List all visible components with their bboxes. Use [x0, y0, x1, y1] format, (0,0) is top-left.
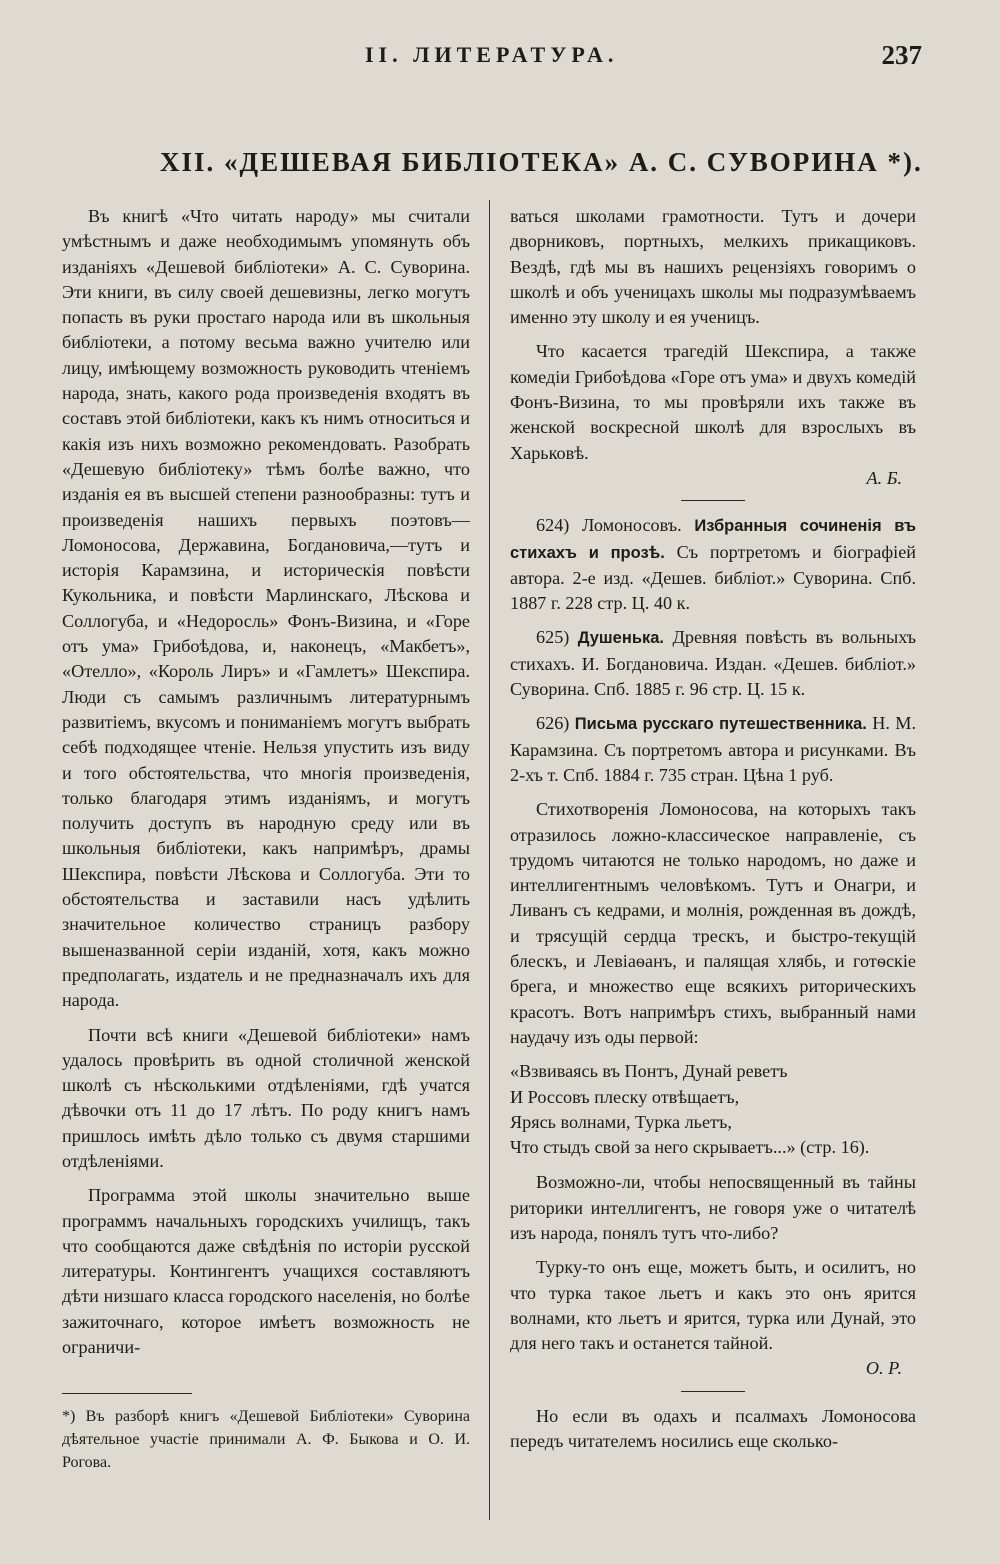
- section-title: II. ЛИТЕРАТУРА.: [365, 42, 619, 67]
- paragraph: Почти всѣ книги «Дешевой библіотеки» намъ удалось провѣрить въ одной столичной женской школѣ съ нѣсколькими отдѣленіями, гдѣ учатся дѣвочки отъ 11 до 17 лѣтъ. По роду книгъ намъ пришлось имѣть дѣло только съ двумя старшими отдѣленіями.: [62, 1024, 470, 1171]
- entry-details: Н. М. Карамзина. Съ портретомъ автора и рисунками. Въ 2-хъ т. Спб. 1884 г. 735 стран. Цѣна 1 руб.: [510, 713, 917, 785]
- footnote: *) Въ разборѣ книгъ «Дешевой Библіотеки» Суворина дѣятельное участіе принимали А. Ф. Быкова и О. И. Рогова.: [62, 1408, 470, 1471]
- paragraph: Но если въ одахъ и псалмахъ Ломоносова передъ читателемъ носились еще сколько-: [510, 1405, 916, 1452]
- entry-number: 625): [536, 627, 570, 648]
- paragraph: Программа этой школы значительно выше программъ начальныхъ городскихъ училищъ, такъ что сообщаются даже свѣдѣнія по исторіи русской литературы. Контингентъ учащихся составляютъ дѣти низшаго класса городского населенія, но болѣе зажиточнаго, которое имѣетъ возможность не ограничи-: [62, 1185, 470, 1358]
- left-column: [62, 204, 470, 1369]
- entry-details: Древняя повѣсть въ вольныхъ стихахъ. И. Богдановича. Издан. «Дешев. библіот.» Суворина. Спб. 1885 г. 96 стр. Ц. 15 к.: [510, 627, 917, 700]
- entry-details: Съ портретомъ и біографіей автора. 2-е изд. «Дешев. библіот.» Суворина. Спб. 1887 г. 228 стр. Ц. 40 к.: [510, 541, 917, 614]
- poem-line: Ярясь волнами, Турка льетъ,: [510, 1111, 732, 1132]
- entry-title: Письма русскаго путешественника.: [574, 715, 867, 734]
- paragraph: Въ книгѣ «Что читать народу» мы считали умѣстнымъ и даже необходимымъ упомянуть объ изданіяхъ «Дешевой библіотеки» А. С. Суворина. Эти книги, въ силу своей дешевизны, легко могутъ попасть въ руки простаго народа или въ школьныя библіотеки, а потому весьма важно учителю или лицу, имѣющему возможность руководить чтеніемъ народа, знать, какого рода произведенія входятъ въ составъ этой библіотеки, какъ къ нимъ относиться и какія изъ нихъ возможно рекомендовать. Разобрать «Дешевую библіотеку» тѣмъ болѣе важно, что изданія ея въ высшей степени разнообразны: тутъ и произведенія нашихъ первыхъ поэтовъ— Ломоносова, Державина, Богдановича,—тутъ и исторія Карамзина, и историческія повѣсти Кукольника, и повѣсти Марлинскаго, Лѣскова и Соллогуба, и «Недоросль» Фонъ-Визина, и «Горе отъ ума» Грибоѣдова, и, наконецъ, «Макбетъ», «Отелло», «Король Лиръ» и «Гамлетъ» Шекспира. Люди съ самымъ различнымъ литературнымъ развитіемъ, вкусомъ и пониманіемъ могутъ выбрать себѣ подходящее чтеніе. Нельзя упустить изъ виду и того обстоятельства, что многія произведенія, только благодаря этимъ изданіямъ, и могутъ получить доступъ въ народную среду или въ школьныя библіотеки, какъ напримѣръ, драмы Шекспира, повѣсти Лѣскова и Соллогуба. Эти то обстоятельства и заставили насъ удѣлить значительное количество страницъ разбору вышеназванной серіи изданій, хотя, какъ можно предполагать, издатель и не предназначалъ ихъ для народа.: [62, 206, 470, 1011]
- entry-number: 626): [536, 713, 570, 734]
- column-divider: [489, 200, 490, 1520]
- bibliography-entry: [510, 711, 916, 788]
- poem-line: «Взвиваясь въ Понтъ, Дунай реветъ: [510, 1061, 788, 1082]
- paragraph: [510, 339, 916, 491]
- entry-title: Душенька.: [577, 629, 664, 648]
- running-head: [0, 40, 1000, 74]
- bibliography-entry: [510, 625, 916, 702]
- paragraph: ваться школами грамотности. Тутъ и дочери дворниковъ, портныхъ, мелкихъ прикащиковъ. Вездѣ, гдѣ мы въ нашихъ рецензіяхъ говоримъ о школѣ и объ ученицахъ школы мы подразумѣваемъ именно эту школу и ея ученицъ.: [510, 206, 916, 328]
- paragraph: Стихотворенія Ломоносова, на которыхъ такъ отразилось ложно-классическое направленіе, съ трудомъ читаются не только народомъ, но даже и интеллигентнымъ человѣкомъ. Тутъ и Онагри, и Ливанъ съ кедрами, и молнія, рожденная въ дождѣ, и трясущій сердца трескъ, и быстро-текущій блескъ, и Левіаѳанъ, и палящая хлябь, и готѳскіе брега, и множество еще всякихъ риторическихъ красотъ. Вотъ напримѣръ стихъ, выбранный нами наудачу изъ оды первой:: [510, 799, 916, 1047]
- footnote-rule: [62, 1393, 192, 1394]
- right-column: [510, 204, 916, 1463]
- bibliography-entry: [510, 513, 916, 616]
- separator-rule: [681, 500, 745, 501]
- paragraph: Возможно-ли, чтобы непосвященный въ тайны риторики интеллигентъ, не говоря уже о читателѣ изъ народа, понялъ тутъ что-либо?: [510, 1172, 916, 1243]
- poem-line: Что стыдъ свой за него скрываетъ...» (стр. 16).: [510, 1137, 870, 1158]
- chapter-title: XII. «ДЕШЕВАЯ БИБЛІОТЕКА» А. С. СУВОРИНА *).: [160, 147, 923, 177]
- paragraph: [510, 1255, 916, 1381]
- poem-line: И Россовъ плеску отвѣщаетъ,: [510, 1086, 740, 1107]
- paragraph-text: Турку-то онъ еще, можетъ быть, и осилитъ, но что турка такое льетъ и какъ это онъ ярится волнами, кто льетъ и ярится, турка или Дунай, это для него такъ и останется тайной.: [510, 1257, 916, 1354]
- entry-number: 624) Ломоносовъ.: [536, 515, 682, 536]
- page-number: 237: [881, 40, 922, 70]
- poem-quote: [510, 1059, 916, 1160]
- entry-title: Избранныя сочиненія въ стихахъ и прозѣ.: [510, 517, 917, 562]
- author-signature: О. Р.: [865, 1358, 902, 1379]
- separator-rule: [681, 1391, 745, 1392]
- paragraph-text: Что касается трагедій Шекспира, а также комедіи Грибоѣдова «Горе отъ ума» и двухъ комедій Фонъ-Визина, то мы провѣряли ихъ также въ женской воскресной школѣ для взрослыхъ въ Харьковѣ.: [510, 341, 916, 463]
- author-signature: А. Б.: [866, 467, 902, 488]
